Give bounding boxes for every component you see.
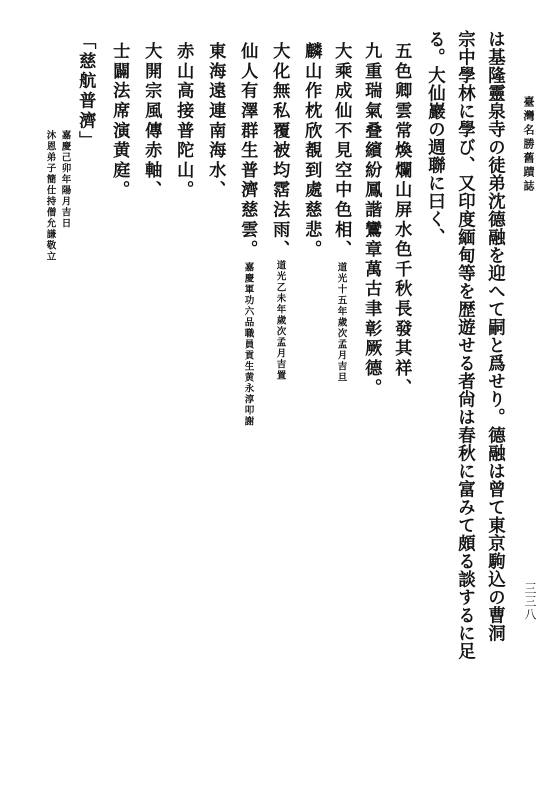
plaque-inscription: 「慈航普濟」 [75,32,96,151]
couplet-line-4: 麟山作枕欣覩到處慈悲。 [301,42,322,260]
couplet-line-10: 士闢法席演黄庭。 [109,42,130,201]
prose-column-2: 宗中學林に學び、又印度緬甸等を歴遊せる者尙は春秋に富みて頗る談するに足 [454,30,475,660]
running-header: 臺灣名勝舊蹟誌 [522,96,535,194]
couplet-note-3: 道光十五年歲次孟月吉旦 [335,262,347,383]
plaque-note-line-1: 嘉慶己卯年陽月吉日 [59,130,71,229]
couplet-note-5: 道光乙未年歲次孟月吉置 [274,260,286,381]
couplet-line-3: 大乘成仙不見空中色相、 [331,42,352,260]
couplet-line-2: 九重瑞氣叠繽紛鳳諧鸞章萬古聿彰厥德。 [361,42,382,399]
plaque-note-line-2: 沐恩弟子簡仕持僧允謙敬立 [44,130,56,262]
couplet-line-5: 大化無私覆被均霑法雨、 [269,42,290,260]
couplet-line-8: 赤山高接普陀山。 [173,42,194,201]
prose-column-1: は基隆靈泉寺の徒弟沈德融を迎へて嗣と爲せり。德融は曾て東京駒込の曹洞 [484,30,505,642]
prose-column-3: る。大仙巖の週聯に曰く、 [424,30,445,246]
couplet-note-6: 嘉慶軍功六品職員貢生黄永淳叩謝 [242,262,254,427]
couplet-line-7: 東海遠連南海水、 [205,42,226,201]
page-number: 三三八 [523,582,537,621]
couplet-line-6: 仙人有澤群生普濟慈雲。 [237,42,258,260]
couplet-line-9: 大開宗風傳赤軸、 [141,42,162,201]
couplet-line-1: 五色卿雲常煥爛山屏水色千秋長發其祥、 [391,42,412,399]
